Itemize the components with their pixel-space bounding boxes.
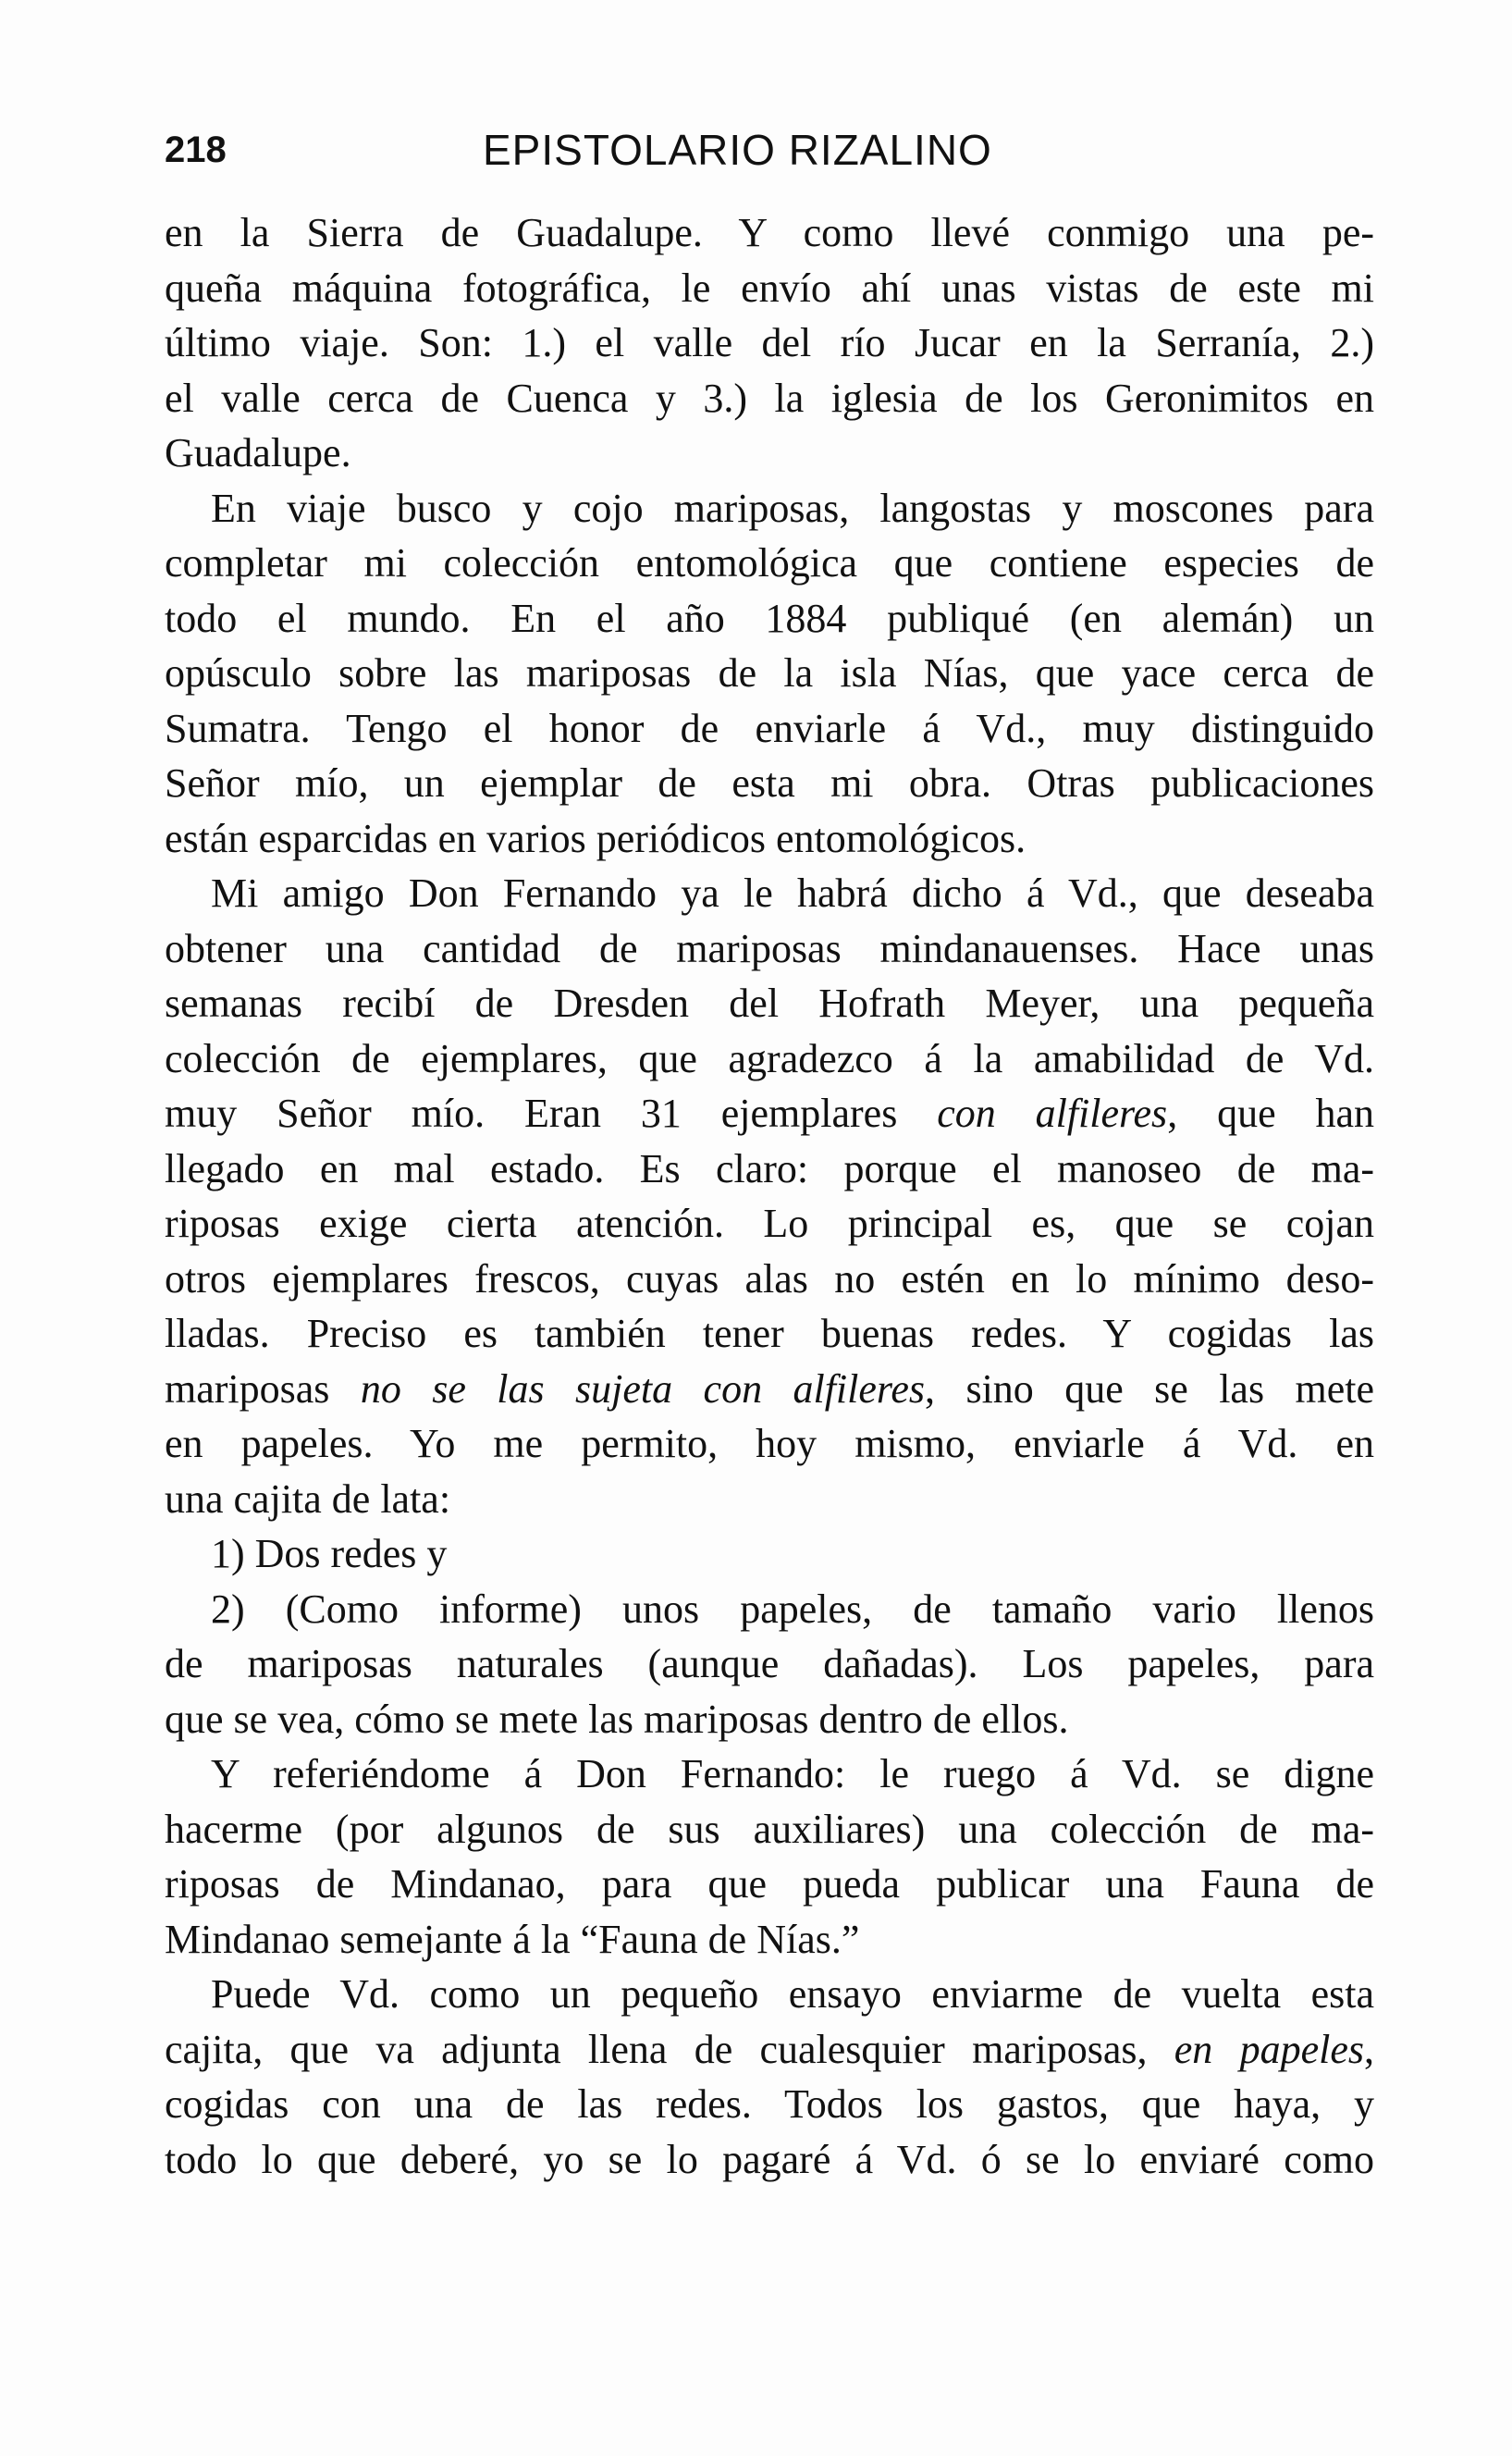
text-line: todo lo que deberé, yo se lo pagaré á Vd. ó se lo enviaré como bbox=[165, 2136, 1374, 2182]
page-header bbox=[165, 122, 1385, 178]
text-line-with-italic bbox=[165, 2022, 1374, 2078]
text-line: riposas exige cierta atención. Lo principal es, que se cojan bbox=[165, 1201, 1374, 1246]
text-segment: , bbox=[1364, 2026, 1374, 2072]
text-line: obtener una cantidad de mariposas mindanauenses. Hace unas bbox=[165, 925, 1374, 971]
text-line: Señor mío, un ejemplar de esta mi obra. Otras publicaciones bbox=[165, 760, 1374, 806]
running-title: EPISTOLARIO RIZALINO bbox=[483, 126, 992, 174]
list-item: 2) (Como informe) unos papeles, de tamaño vario llenos bbox=[211, 1586, 1374, 1632]
text-line: una cajita de lata: bbox=[165, 1475, 451, 1522]
text-line-with-italic bbox=[165, 1086, 1374, 1142]
text-line: riposas de Mindanao, para que pueda publicar una Fauna de bbox=[165, 1861, 1374, 1907]
paragraph-start-line: En viaje busco y cojo mariposas, langostas y moscones para bbox=[211, 485, 1374, 531]
text-line: cogidas con una de las redes. Todos los gastos, que haya, y bbox=[165, 2081, 1374, 2127]
text-line: están esparcidas en varios periódicos entomológicos. bbox=[165, 815, 1026, 861]
text-line: en papeles. Yo me permito, hoy mismo, enviarle á Vd. en bbox=[165, 1421, 1374, 1466]
page-number: 218 bbox=[165, 130, 227, 170]
text-segment: , sino que se las mete bbox=[925, 1365, 1374, 1412]
letter-body bbox=[165, 205, 1374, 2187]
text-line: otros ejemplares frescos, cuyas alas no estén en lo mínimo deso- bbox=[165, 1255, 1374, 1302]
paragraph-start-line: Mi amigo Don Fernando ya le habrá dicho á Vd., que deseaba bbox=[211, 870, 1374, 916]
italic-phrase: en papeles bbox=[1174, 2026, 1364, 2072]
text-line: colección de ejemplares, que agradezco á la amabilidad de Vd. bbox=[165, 1035, 1374, 1081]
text-line: último viaje. Son: 1.) el valle del río Jucar en la Serranía, 2.) bbox=[165, 320, 1374, 365]
list-item: 1) Dos redes y bbox=[211, 1531, 448, 1576]
text-segment: muy Señor mío. Eran 31 ejemplares bbox=[165, 1091, 938, 1136]
text-line: que se vea, cómo se mete las mariposas dentro de ellos. bbox=[165, 1696, 1069, 1742]
text-segment: mariposas bbox=[165, 1365, 361, 1412]
text-line: completar mi colección entomológica que contiene especies de bbox=[165, 540, 1374, 586]
text-line: lladas. Preciso es también tener buenas redes. Y cogidas las bbox=[165, 1311, 1374, 1356]
text-line: todo el mundo. En el año 1884 publiqué (en alemán) un bbox=[165, 595, 1374, 641]
text-segment: cajita, que va adjunta llena de cualesquier mariposas, bbox=[165, 2026, 1174, 2072]
text-line: Mindanao semejante á la “Fauna de Nías.” bbox=[165, 1916, 860, 1962]
paragraph-start-line: Y referiéndome á Don Fernando: le ruego á Vd. se digne bbox=[211, 1751, 1374, 1796]
text-line: de mariposas naturales (aunque dañadas). Los papeles, para bbox=[165, 1641, 1374, 1686]
text-line: en la Sierra de Guadalupe. Y como llevé conmigo una pe- bbox=[165, 210, 1374, 255]
text-line: queña máquina fotográfica, le envío ahí unas vistas de este mi bbox=[165, 265, 1374, 311]
text-line: el valle cerca de Cuenca y 3.) la iglesia de los Geronimitos en bbox=[165, 375, 1374, 421]
text-segment: , que han bbox=[1167, 1091, 1374, 1136]
text-line: hacerme (por algunos de sus auxiliares) una colección de ma- bbox=[165, 1806, 1374, 1852]
italic-phrase: con alfileres bbox=[937, 1091, 1168, 1136]
text-line: Sumatra. Tengo el honor de enviarle á Vd., muy distinguido bbox=[165, 705, 1374, 751]
text-line: Guadalupe. bbox=[165, 430, 351, 475]
paragraph-start-line: Puede Vd. como un pequeño ensayo enviarme de vuelta esta bbox=[211, 1971, 1374, 2017]
text-line: semanas recibí de Dresden del Hofrath Meyer, una pequeña bbox=[165, 981, 1374, 1026]
italic-phrase: no se las sujeta con alfileres bbox=[360, 1365, 926, 1412]
text-line: llegado en mal estado. Es claro: porque el manoseo de ma- bbox=[165, 1145, 1374, 1191]
text-line-with-italic bbox=[165, 1362, 1374, 1417]
text-line: opúsculo sobre las mariposas de la isla Nías, que yace cerca de bbox=[165, 650, 1374, 696]
